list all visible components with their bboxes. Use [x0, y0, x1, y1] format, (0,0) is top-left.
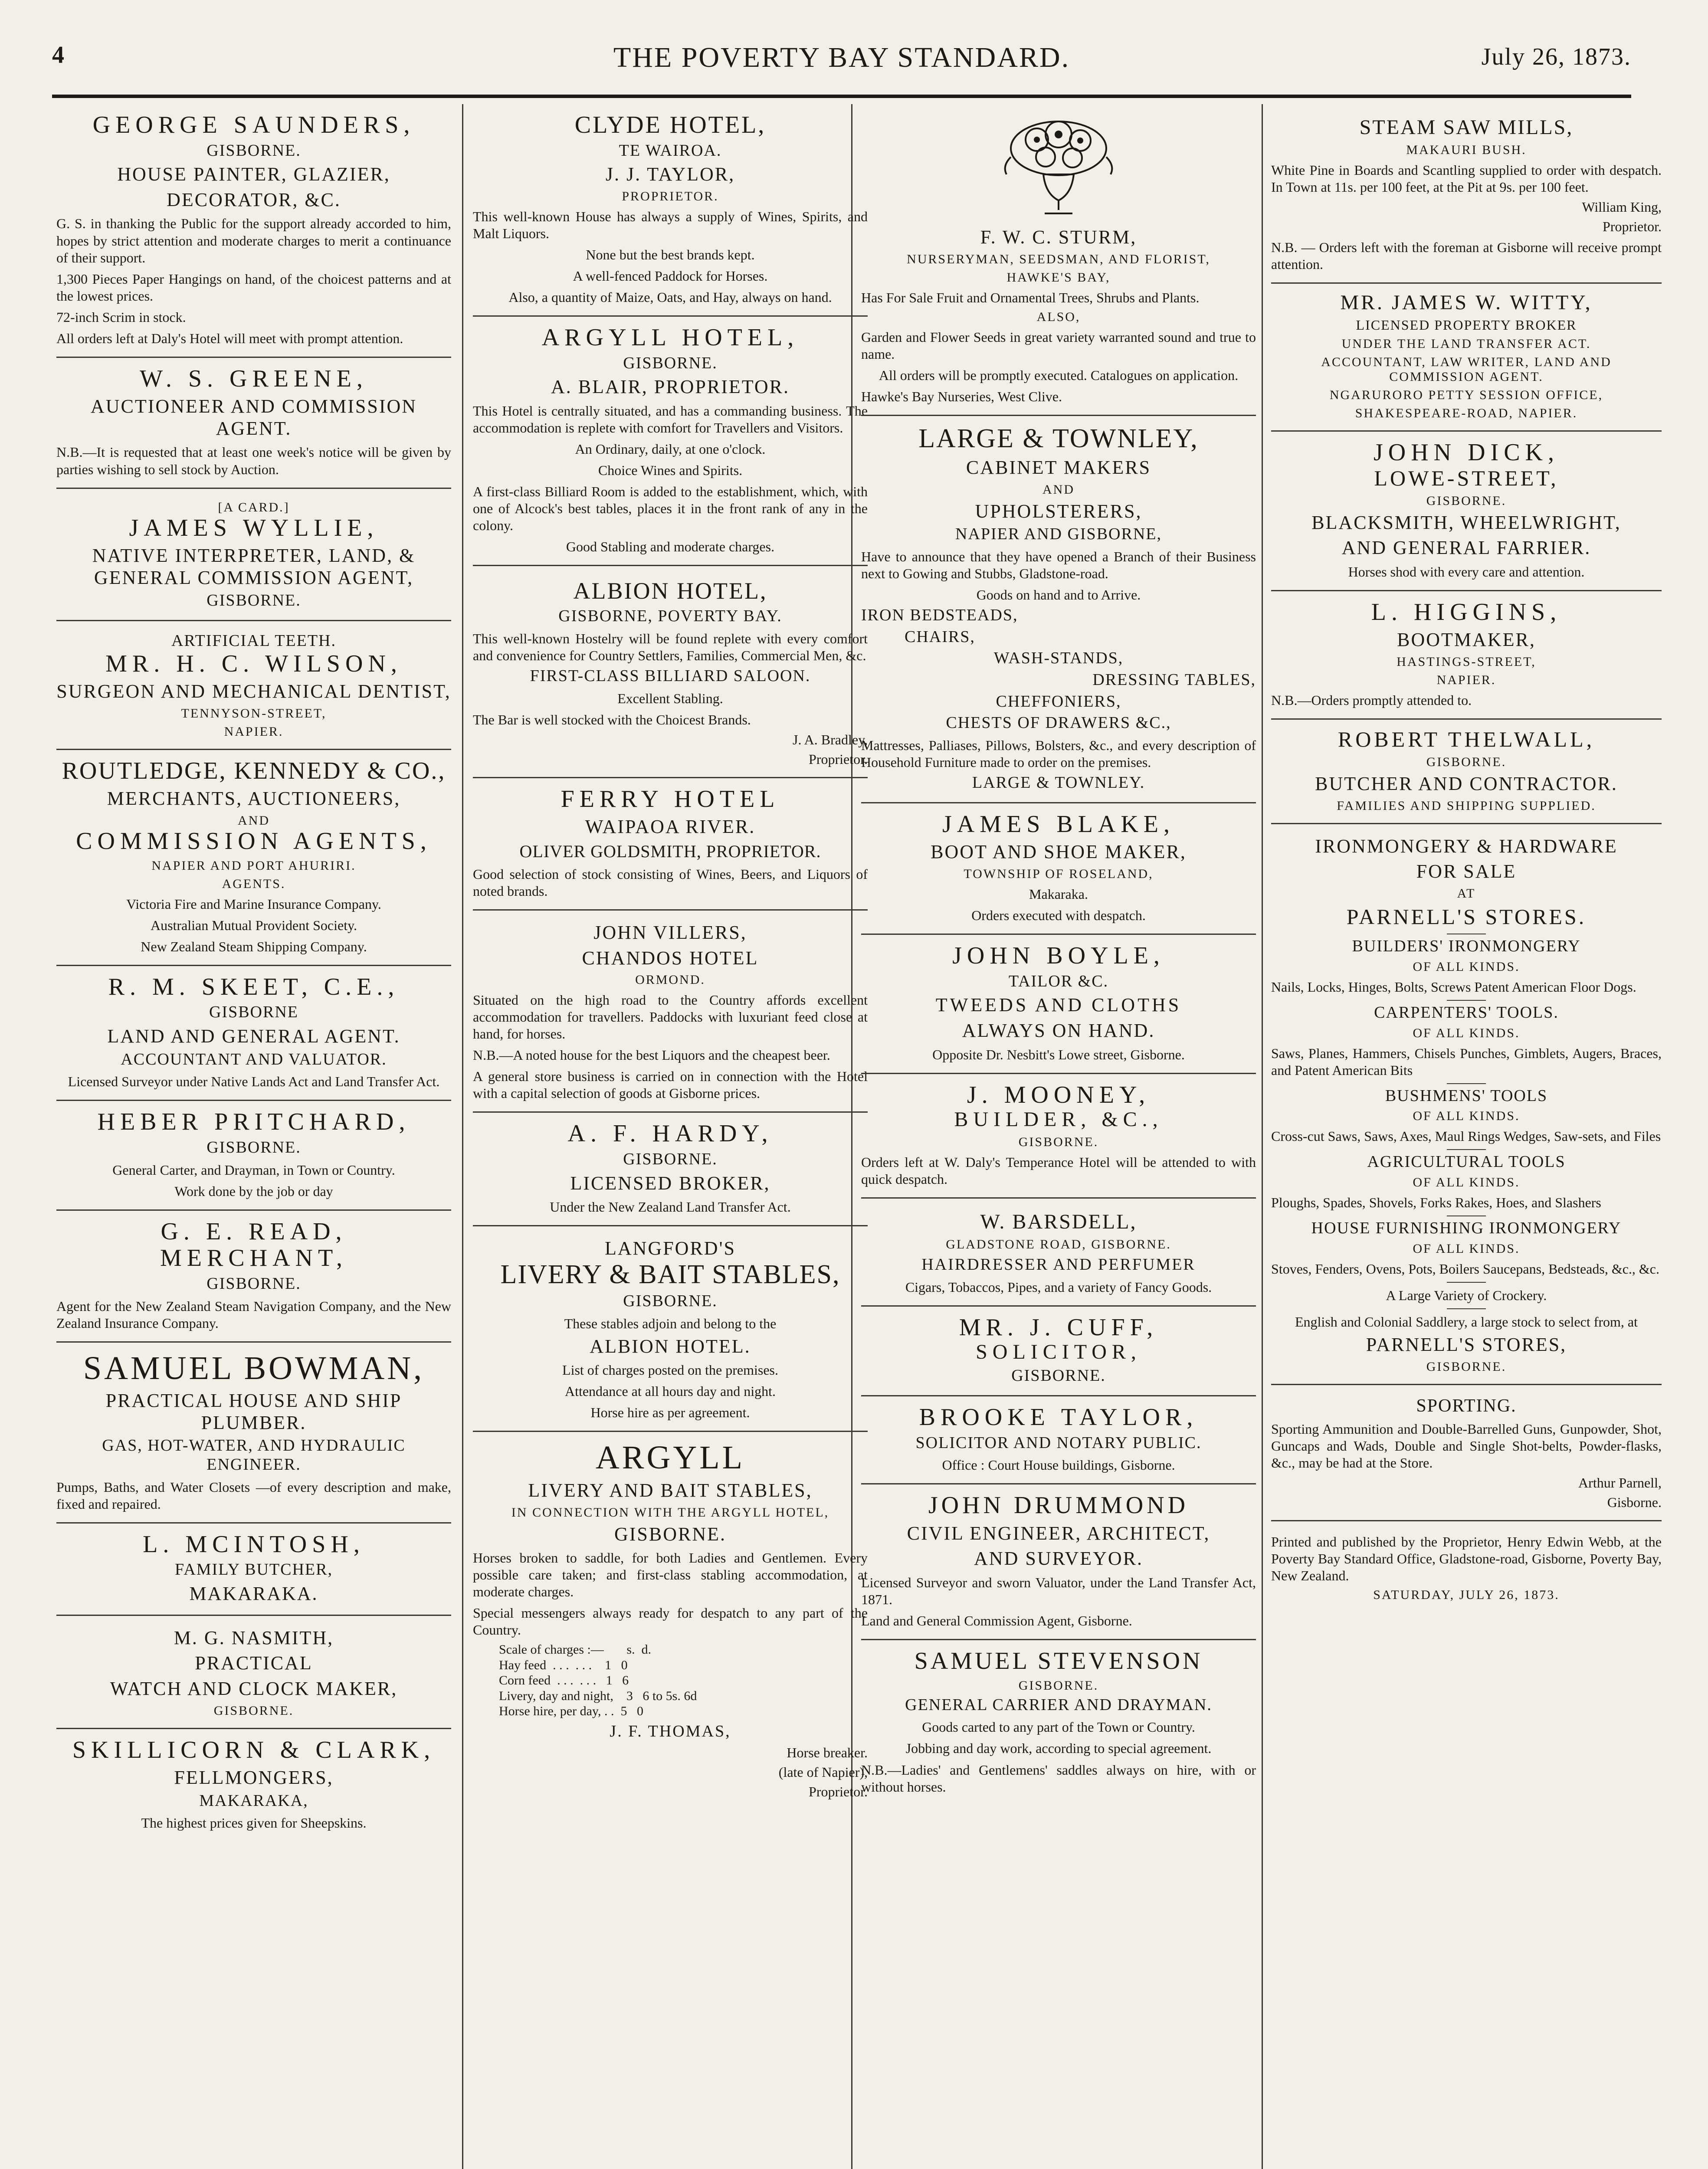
- ad-address: HASTINGS-STREET,: [1397, 654, 1536, 669]
- ad-bowman: [56, 1343, 451, 1524]
- ad-heading: JAMES WYLLIE,: [129, 514, 379, 541]
- ad-trade: BUILDER, &C.,: [954, 1108, 1163, 1131]
- ad-text: This well-known Hostelry will be found replete with every comfort and convenience for Country Settlers, Families, Commercial Men, &c.: [473, 630, 868, 663]
- section-subtitle: OF ALL KINDS.: [1413, 959, 1520, 974]
- ad-location: GISBORNE.: [1018, 1134, 1099, 1149]
- ad-text: FAMILIES AND SHIPPING SUPPLIED.: [1337, 798, 1596, 813]
- charges-row: Horse hire, per day, . . 5 0: [499, 1704, 643, 1718]
- ad-item: IRON BEDSTEADS,: [861, 606, 1018, 624]
- ad-trade: LICENSED BROKER,: [570, 1172, 770, 1194]
- ad-heading: IRONMONGERY & HARDWARE: [1315, 835, 1618, 857]
- ad-location: GISBORNE.: [207, 591, 301, 610]
- ad-clyde-hotel: [473, 104, 868, 317]
- ad-trade: BOOT AND SHOE MAKER,: [931, 841, 1187, 863]
- section-title: CARPENTERS' TOOLS.: [1374, 1003, 1559, 1022]
- ad-heading: COMMISSION AGENTS,: [76, 828, 432, 855]
- section-text: Cross-cut Saws, Saws, Axes, Maul Rings Wedges, Saw-sets, and Files: [1271, 1128, 1661, 1144]
- ad-dick: [1271, 432, 1662, 591]
- ad-heading: MERCHANT,: [160, 1245, 348, 1272]
- ad-trade: SURGEON AND MECHANICAL DENTIST,: [56, 681, 451, 702]
- ad-text: Opposite Dr. Nesbitt's Lowe street, Gisborne.: [932, 1046, 1185, 1062]
- ad-connector: AT: [1457, 886, 1476, 901]
- ad-location: GISBORNE.: [1018, 1678, 1099, 1693]
- ad-trade: WATCH AND CLOCK MAKER,: [110, 1678, 398, 1699]
- ad-location: GISBORNE.: [614, 1523, 727, 1545]
- ad-heading: CHANDOS HOTEL: [582, 947, 759, 969]
- ad-brooke-taylor: [861, 1396, 1256, 1484]
- ad-store-name: PARNELL'S STORES.: [1346, 904, 1587, 929]
- ad-trade: AND GENERAL FARRIER.: [1341, 537, 1591, 559]
- ad-signature: (late of Napier),: [778, 1764, 868, 1780]
- ad-heading: R. M. SKEET, C.E.,: [108, 973, 400, 1000]
- ad-wyllie: [56, 489, 451, 621]
- ad-location: NAPIER.: [1436, 672, 1496, 687]
- ad-location: NAPIER AND PORT AHURIRI.: [151, 858, 356, 873]
- ad-heading: ARGYLL: [595, 1439, 745, 1476]
- ad-text: This Hotel is centrally situated, and has a commanding business. The accommodation is replete with comfort for Travellers and Visitors.: [473, 403, 868, 436]
- column-4: [1271, 104, 1662, 2169]
- ad-text: Excellent Stabling.: [617, 690, 723, 706]
- ad-routledge: [56, 750, 451, 966]
- ad-heading: M. G. NASMITH,: [174, 1627, 334, 1648]
- ad-heading: W. BARSDELL,: [980, 1210, 1137, 1233]
- ad-kicker: ARTIFICIAL TEETH.: [171, 632, 336, 650]
- ad-text: Goods carted to any part of the Town or Country.: [922, 1719, 1195, 1735]
- ad-argyll-stables: [473, 1432, 868, 1809]
- ad-text: The highest prices given for Sheepskins.: [141, 1815, 367, 1831]
- column-2: [473, 104, 868, 2169]
- ad-text: Pumps, Baths, and Water Closets —of every description and make, fixed and repaired.: [56, 1479, 451, 1512]
- ad-heading: L. MCINTOSH,: [143, 1530, 365, 1558]
- ad-location: Makaraka.: [1029, 886, 1088, 902]
- imprint-text: Printed and published by the Proprietor, Henry Edwin Webb, at the Poverty Bay Standard Office, Gladstone-road, Gisborne, Poverty Bay, New Zealand.: [1271, 1533, 1662, 1583]
- flower-vase-engraving: [993, 114, 1124, 222]
- ad-item: WASH-STANDS,: [993, 649, 1124, 668]
- ad-cuff: [861, 1307, 1256, 1396]
- ad-trade: GENERAL CARRIER AND DRAYMAN.: [905, 1695, 1212, 1714]
- ad-location: MAKARAKA.: [189, 1583, 318, 1605]
- ad-heading: G. E. READ,: [161, 1218, 347, 1245]
- ad-trade: HAIRDRESSER AND PERFUMER: [921, 1255, 1196, 1274]
- ad-sporting: [1271, 1385, 1662, 1521]
- ad-steam-saw-mills: [1271, 104, 1662, 284]
- column-divider: [1262, 104, 1263, 2169]
- section-text: Saws, Planes, Hammers, Chisels Punches, Gimblets, Augers, Braces, and Patent American Bits: [1271, 1045, 1662, 1078]
- ad-text: Horses broken to saddle, for both Ladies and Gentlemen. Every possible care taken; and first-class stabling accommodation, at moderate charges.: [473, 1550, 868, 1600]
- section-title: AGRICULTURAL TOOLS: [1367, 1153, 1566, 1171]
- ad-albion-hotel: [473, 566, 868, 778]
- ad-signature: LARGE & TOWNLEY.: [972, 773, 1145, 792]
- ad-trade: NURSERYMAN, SEEDSMAN, AND FLORIST,: [907, 252, 1210, 266]
- ad-location: GISBORNE.: [623, 354, 718, 372]
- ad-proprietor: OLIVER GOLDSMITH, PROPRIETOR.: [519, 841, 821, 861]
- ad-signature: J. F. THOMAS,: [610, 1722, 731, 1741]
- ad-heading: SAMUEL BOWMAN,: [83, 1350, 425, 1386]
- ad-trade: LIVERY AND BAIT STABLES,: [528, 1480, 813, 1501]
- ad-text: A first-class Billiard Room is added to the establishment, which, with one of Alcock's best tables, places it in the front rank of any in the colony.: [473, 484, 868, 534]
- ad-witty: [1271, 284, 1662, 432]
- ad-heading: SKILLICORN & CLARK,: [72, 1736, 436, 1763]
- ad-trade: UPHOLSTERERS,: [975, 500, 1142, 522]
- ad-heading: GEORGE SAUNDERS,: [92, 111, 415, 138]
- ad-text: UNDER THE LAND TRANSFER ACT.: [1341, 336, 1591, 351]
- ad-trade: FELLMONGERS,: [174, 1767, 334, 1789]
- ad-trade: TAILOR &C.: [1008, 972, 1109, 990]
- ad-text: All orders will be promptly executed. Catalogues on application.: [879, 367, 1239, 383]
- ad-location: GISBORNE: [209, 1003, 299, 1022]
- ad-skillicorn: [56, 1729, 451, 1841]
- ad-text: Choice Wines and Spirits.: [598, 462, 743, 478]
- ad-nasmith: [56, 1616, 451, 1729]
- ad-item: CHAIRS,: [905, 627, 975, 646]
- ad-pritchard: [56, 1101, 451, 1210]
- divider: [1447, 1149, 1486, 1150]
- ad-location: GISBORNE.: [1011, 1366, 1106, 1385]
- ad-heading: SPORTING.: [1416, 1396, 1517, 1416]
- section-text: Stoves, Fenders, Ovens, Pots, Boilers Saucepans, Bedsteads, &c., &c.: [1271, 1261, 1659, 1277]
- ad-trade: SOLICITOR AND NOTARY PUBLIC.: [915, 1433, 1202, 1452]
- ad-text: Have to announce that they have opened a Branch of their Business next to Gowing and Stubbs, Gladstone-road.: [861, 548, 1256, 581]
- ad-trade: MERCHANTS, AUCTIONEERS,: [107, 788, 401, 809]
- divider: [1447, 1308, 1486, 1309]
- issue-date: July 26, 1873.: [1481, 43, 1631, 70]
- ad-text: Also, a quantity of Maize, Oats, and Hay, always on hand.: [508, 289, 832, 305]
- ad-location: ORMOND.: [635, 973, 705, 987]
- newspaper-title: THE POVERTY BAY STANDARD.: [613, 42, 1070, 73]
- ad-text: Licensed Surveyor under Native Lands Act and Land Transfer Act.: [68, 1074, 440, 1090]
- ad-text: Work done by the job or day: [174, 1183, 333, 1199]
- ad-text: 1,300 Pieces Paper Hangings on hand, of the choicest patterns and at the lowest prices.: [56, 271, 451, 304]
- ad-location: TE WAIROA.: [619, 141, 722, 160]
- ad-trade: DECORATOR, &C.: [167, 189, 341, 210]
- ad-drummond: [861, 1484, 1256, 1640]
- ad-text: Special messengers always ready for despatch to any part of the Country.: [473, 1605, 868, 1638]
- ad-heading: ALBION HOTEL,: [573, 578, 767, 604]
- ad-trade: HOUSE PAINTER, GLAZIER,: [117, 164, 390, 185]
- ad-skeet: [56, 966, 451, 1101]
- ad-location: GISBORNE.: [207, 1138, 301, 1157]
- ad-text: Cigars, Tobaccos, Pipes, and a variety of Fancy Goods.: [905, 1279, 1212, 1295]
- ad-address: LOWE-STREET,: [1374, 465, 1559, 490]
- ad-heading: A. F. HARDY,: [567, 1120, 773, 1147]
- ad-blake: [861, 803, 1256, 935]
- ad-heading: MR. H. C. WILSON,: [105, 650, 402, 677]
- ad-large-townley: [861, 416, 1256, 803]
- ad-trade: CABINET MAKERS: [966, 456, 1151, 478]
- ad-trade: ACCOUNTANT AND VALUATOR.: [121, 1050, 387, 1068]
- ad-proprietor: J. J. TAYLOR,: [605, 164, 735, 185]
- ad-text: These stables adjoin and belong to the: [564, 1315, 777, 1331]
- section-subtitle: OF ALL KINDS.: [1413, 1109, 1520, 1124]
- ad-text: Sporting Ammunition and Double-Barrelled Guns, Gunpowder, Shot, Guncaps and Wads, Double and Single Shot-belts, Powder-flasks, &c., may be had at the Store.: [1271, 1421, 1662, 1471]
- ad-text: Orders executed with despatch.: [971, 908, 1146, 923]
- ad-location: HAWKE'S BAY,: [1006, 270, 1111, 285]
- ad-trade: LICENSED PROPERTY BROKER: [1356, 317, 1577, 333]
- ad-text: General Carter, and Drayman, in Town or Country.: [112, 1162, 395, 1178]
- ad-text: Garden and Flower Seeds in great variety warranted sound and true to name.: [861, 329, 1256, 362]
- ad-heading: STEAM SAW MILLS,: [1359, 116, 1574, 139]
- ad-text: N.B. — Orders left with the foreman at Gisborne will receive prompt attention.: [1271, 239, 1662, 272]
- charges-row: Livery, day and night, 3 6 to 5s. 6d: [499, 1688, 697, 1703]
- ad-location: NAPIER AND GISBORNE,: [955, 525, 1162, 544]
- ad-heading: JAMES BLAKE,: [942, 810, 1175, 838]
- ad-trade: PRACTICAL: [195, 1652, 313, 1674]
- ad-connector: AND: [1043, 482, 1075, 497]
- ad-thelwall: [1271, 720, 1662, 824]
- divider: [1447, 1282, 1486, 1283]
- masthead-rule: [52, 95, 1631, 98]
- ad-connection: IN CONNECTION WITH THE ARGYLL HOTEL,: [511, 1505, 829, 1520]
- section-subtitle: OF ALL KINDS.: [1413, 1175, 1520, 1190]
- charges-row: Hay feed . . . . . . 1 0: [499, 1658, 628, 1672]
- ad-text: A general store business is carried on in connection with the Hotel with a capital selection of goods at Gisborne prices.: [473, 1068, 868, 1101]
- ad-text: ACCOUNTANT, LAW WRITER, LAND AND COMMISSION AGENT.: [1321, 354, 1612, 384]
- ad-text: NGARURORO PETTY SESSION OFFICE,: [1329, 387, 1603, 402]
- ad-address: TOWNSHIP OF ROSELAND,: [964, 866, 1154, 881]
- ad-text: This well-known House has always a supply of Wines, Spirits, and Malt Liquors.: [473, 208, 868, 241]
- ad-text: Orders left at W. Daly's Temperance Hotel will be attended to with quick despatch.: [861, 1154, 1256, 1187]
- ad-heading: ROBERT THELWALL,: [1338, 727, 1595, 751]
- ad-barsdell: [861, 1199, 1256, 1307]
- ad-heading: CLYDE HOTEL,: [574, 111, 766, 138]
- ad-location: WAIPAOA RIVER.: [585, 816, 756, 838]
- charges-row: Scale of charges :— s. d.: [499, 1642, 652, 1657]
- ad-signature: Arthur Parnell,: [1578, 1474, 1662, 1491]
- ad-address: SHAKESPEARE-ROAD, NAPIER.: [1355, 406, 1578, 420]
- ad-signature: Horse breaker.: [787, 1745, 868, 1761]
- ad-heading: LARGE & TOWNLEY,: [918, 423, 1199, 453]
- ad-read: [56, 1211, 451, 1343]
- ad-heading: HEBER PRITCHARD,: [97, 1108, 410, 1136]
- ad-heading: W. S. GREENE,: [140, 365, 368, 392]
- ad-text: N.B.—A noted house for the best Liquors and the cheapest beer.: [473, 1047, 830, 1063]
- ad-heading: JOHN DRUMMOND: [928, 1492, 1189, 1519]
- section-title: BUILDERS' IRONMONGERY: [1352, 937, 1581, 956]
- section-text: A Large Variety of Crockery.: [1386, 1287, 1547, 1303]
- ad-trade: NATIVE INTERPRETER, LAND, & GENERAL COMMISSION AGENT,: [92, 545, 416, 588]
- ad-trade: PRACTICAL HOUSE AND SHIP PLUMBER.: [105, 1390, 402, 1433]
- section-text: Ploughs, Spades, Shovels, Forks Rakes, Hoes, and Slashers: [1271, 1195, 1601, 1211]
- ad-text: List of charges posted on the premises.: [562, 1362, 778, 1378]
- ad-wilson: [56, 621, 451, 750]
- ad-heading: ARGYLL HOTEL,: [541, 324, 799, 351]
- ad-text: Mattresses, Palliases, Pillows, Bolsters, &c., and every description of Household Furniture made to order on the premises.: [861, 737, 1256, 770]
- section-text: English and Colonial Saddlery, a large stock to select from, at: [1295, 1314, 1638, 1330]
- ad-text: Licensed Surveyor and sworn Valuator, under the Land Transfer Act, 1871.: [861, 1575, 1256, 1608]
- ad-location: MAKAURI BUSH.: [1406, 143, 1527, 157]
- ad-connector: ALSO,: [1036, 309, 1081, 324]
- section-title: BUSHMENS' TOOLS: [1385, 1086, 1548, 1105]
- ad-heading: J. MOONEY,: [967, 1081, 1151, 1108]
- ad-text: Hawke's Bay Nurseries, West Clive.: [861, 388, 1062, 404]
- ad-connector: AND: [238, 813, 270, 828]
- ad-location: GISBORNE.: [1426, 493, 1507, 508]
- ad-location: GISBORNE.: [623, 1292, 718, 1311]
- ad-card-label: [A CARD.]: [218, 500, 290, 514]
- ad-text: Agent for the New Zealand Steam Navigation Company, and the New Zealand Insurance Company.: [56, 1298, 451, 1331]
- ad-text: Horses shod with every care and attention.: [1348, 564, 1585, 580]
- column-divider: [462, 104, 463, 2169]
- ad-hardy: [473, 1113, 868, 1226]
- ad-location: MAKARAKA,: [199, 1791, 308, 1810]
- ad-text: All orders left at Daly's Hotel will meet with prompt attention.: [56, 330, 403, 346]
- ad-text: Situated on the high road to the Country affords excellent accommodation for travellers. Paddocks with luxuriant feed close at hand, for horses.: [473, 992, 868, 1042]
- ad-text: New Zealand Steam Shipping Company.: [141, 938, 367, 954]
- ad-higgins: [1271, 591, 1662, 720]
- charges-table: [499, 1642, 868, 1719]
- ad-signature: J. A. Bradley,: [792, 731, 868, 747]
- ad-location: GISBORNE.: [1426, 1359, 1507, 1374]
- ad-label: AGENTS.: [222, 876, 286, 891]
- ad-text: Land and General Commission Agent, Gisborne.: [861, 1613, 1132, 1629]
- section-text: Nails, Locks, Hinges, Bolts, Screws Patent American Floor Dogs.: [1271, 979, 1636, 995]
- ad-trade: GAS, HOT-WATER, AND HYDRAULIC ENGINEER.: [102, 1436, 406, 1474]
- ad-heading: FERRY HOTEL: [561, 785, 780, 813]
- ad-signature: Proprietor.: [809, 1784, 868, 1800]
- ad-text: Good Stabling and moderate charges.: [566, 539, 775, 555]
- ad-proprietor: A. BLAIR, PROPRIETOR.: [551, 376, 790, 398]
- ad-item: CHEFFONIERS,: [996, 692, 1121, 711]
- page-number: 4: [52, 42, 64, 69]
- ad-trade: CIVIL ENGINEER, ARCHITECT,: [907, 1522, 1210, 1544]
- imprint-date: SATURDAY, JULY 26, 1873.: [1373, 1587, 1560, 1602]
- ad-text: Jobbing and day work, according to special agreement.: [905, 1740, 1212, 1756]
- ad-heading: JOHN BOYLE,: [952, 942, 1165, 970]
- ad-location: GISBORNE.: [207, 1274, 301, 1293]
- ad-name: LANGFORD'S: [605, 1238, 736, 1259]
- ad-signature: Gisborne.: [1607, 1494, 1662, 1510]
- ad-location: GISBORNE.: [213, 1703, 294, 1718]
- ad-heading: MR. JAMES W. WITTY,: [1340, 291, 1593, 315]
- ad-text: Attendance at all hours day and night.: [564, 1383, 776, 1399]
- ad-text: Australian Mutual Provident Society.: [150, 917, 357, 933]
- column-1: [56, 104, 451, 2169]
- ad-trade: ALWAYS ON HAND.: [962, 1019, 1155, 1041]
- ad-stevenson: [861, 1640, 1256, 1805]
- ad-location: NAPIER.: [224, 724, 284, 739]
- ad-heading: L. HIGGINS,: [1371, 598, 1562, 626]
- ad-heading: FOR SALE: [1416, 861, 1517, 882]
- masthead: [52, 41, 1631, 93]
- ad-boyle: [861, 935, 1256, 1074]
- ad-address: GLADSTONE ROAD, GISBORNE.: [946, 1237, 1171, 1252]
- ad-saunders: [56, 104, 451, 358]
- ad-proprietor: JOHN VILLERS,: [593, 922, 747, 943]
- ad-heading: JOHN DICK,: [1374, 439, 1559, 466]
- charges-row: Corn feed . . . . . . 1 6: [499, 1673, 629, 1688]
- ad-hotel-name: ALBION HOTEL.: [590, 1335, 751, 1357]
- ad-text: 72-inch Scrim in stock.: [56, 309, 186, 325]
- ad-address: TENNYSON-STREET,: [181, 706, 327, 721]
- ad-text: Office : Court House buildings, Gisborne.: [942, 1457, 1175, 1473]
- column-3: [861, 104, 1256, 2169]
- ad-text: Goods on hand and to Arrive.: [976, 586, 1141, 603]
- ad-parnell-stores: [1271, 824, 1662, 1385]
- ad-text: Good selection of stock consisting of Wines, Beers, and Liquors of noted brands.: [473, 866, 868, 899]
- ad-langford-stables: [473, 1226, 868, 1432]
- section-subtitle: OF ALL KINDS.: [1413, 1241, 1520, 1256]
- ad-role: PROPRIETOR.: [622, 189, 719, 203]
- ad-greene: [56, 358, 451, 489]
- section-title: HOUSE FURNISHING IRONMONGERY: [1311, 1219, 1622, 1238]
- ad-item: DRESSING TABLES,: [1092, 670, 1256, 689]
- ad-text: Under the New Zealand Land Transfer Act.: [550, 1199, 791, 1215]
- ad-location: GISBORNE.: [207, 141, 301, 160]
- ad-heading: ROUTLEDGE, KENNEDY & CO.,: [62, 757, 446, 784]
- ad-heading: SAMUEL STEVENSON: [914, 1648, 1203, 1675]
- ad-text: None but the best brands kept.: [586, 246, 755, 262]
- divider: [1447, 1000, 1486, 1001]
- ad-text: A well-fenced Paddock for Horses.: [573, 268, 768, 284]
- ad-heading: F. W. C. STURM,: [980, 226, 1137, 248]
- ad-signature: Proprietor.: [1603, 219, 1662, 235]
- section-subtitle: OF ALL KINDS.: [1413, 1026, 1520, 1040]
- ad-heading: BROOKE TAYLOR,: [919, 1403, 1198, 1431]
- ad-trade: BOOTMAKER,: [1397, 629, 1536, 651]
- ad-sturm: [861, 104, 1256, 416]
- ad-trade: SOLICITOR,: [976, 1340, 1141, 1364]
- ad-text: N.B.—It is requested that at least one week's notice will be given by parties wishing to sell stock by Auction.: [56, 444, 451, 477]
- ad-heading: MR. J. CUFF,: [959, 1314, 1158, 1341]
- ad-argyll-hotel: [473, 317, 868, 566]
- ad-item: CHESTS OF DRAWERS &C.,: [946, 714, 1171, 732]
- ad-text: G. S. in thanking the Public for the support already accorded to him, hopes by strict attention and moderate charges to merit a continuance of their support.: [56, 216, 451, 265]
- printer-imprint: [1271, 1521, 1662, 1612]
- ad-store-name: PARNELL'S STORES,: [1366, 1334, 1567, 1355]
- ad-text: The Bar is well stocked with the Choicest Brands.: [473, 711, 751, 727]
- ad-text: Victoria Fire and Marine Insurance Company.: [126, 896, 381, 912]
- ad-location: GISBORNE, POVERTY BAY.: [558, 607, 782, 626]
- ad-trade: TWEEDS AND CLOTHS: [935, 994, 1182, 1016]
- ad-trade: AUCTIONEER AND COMMISSION AGENT.: [90, 396, 417, 439]
- ad-chandos-hotel: [473, 911, 868, 1113]
- ad-location: GISBORNE.: [623, 1150, 718, 1168]
- ad-text: N.B.—Orders promptly attended to.: [1271, 692, 1472, 708]
- ad-text: An Ordinary, daily, at one o'clock.: [575, 441, 766, 457]
- ad-trade: FAMILY BUTCHER,: [175, 1560, 333, 1579]
- ad-text: White Pine in Boards and Scantling supplied to order with despatch. In Town at 11s. per 100 feet, at the Pit at 9s. per 100 feet.: [1271, 162, 1662, 195]
- ad-trade: BUTCHER AND CONTRACTOR.: [1315, 773, 1618, 794]
- ad-trade: BLACKSMITH, WHEELWRIGHT,: [1311, 511, 1621, 533]
- ad-text: N.B.—Ladies' and Gentlemens' saddles always on hire, with or without horses.: [861, 1762, 1256, 1795]
- ad-ferry-hotel: [473, 778, 868, 911]
- divider: [1447, 1083, 1486, 1084]
- ad-text: Horse hire as per agreement.: [590, 1405, 750, 1421]
- ad-text: Has For Sale Fruit and Ornamental Trees, Shrubs and Plants.: [861, 289, 1200, 305]
- ad-feature: FIRST-CLASS BILLIARD SALOON.: [530, 667, 811, 685]
- ad-mcintosh: [56, 1524, 451, 1616]
- ad-signature: William King,: [1582, 199, 1662, 215]
- ad-location: GISBORNE.: [1426, 754, 1507, 769]
- ad-heading: LIVERY & BAIT STABLES,: [500, 1259, 840, 1289]
- ad-trade: LAND AND GENERAL AGENT.: [107, 1026, 400, 1047]
- ad-signature: Proprietor.: [809, 751, 868, 767]
- ad-mooney: [861, 1074, 1256, 1199]
- ad-trade: AND SURVEYOR.: [974, 1548, 1143, 1569]
